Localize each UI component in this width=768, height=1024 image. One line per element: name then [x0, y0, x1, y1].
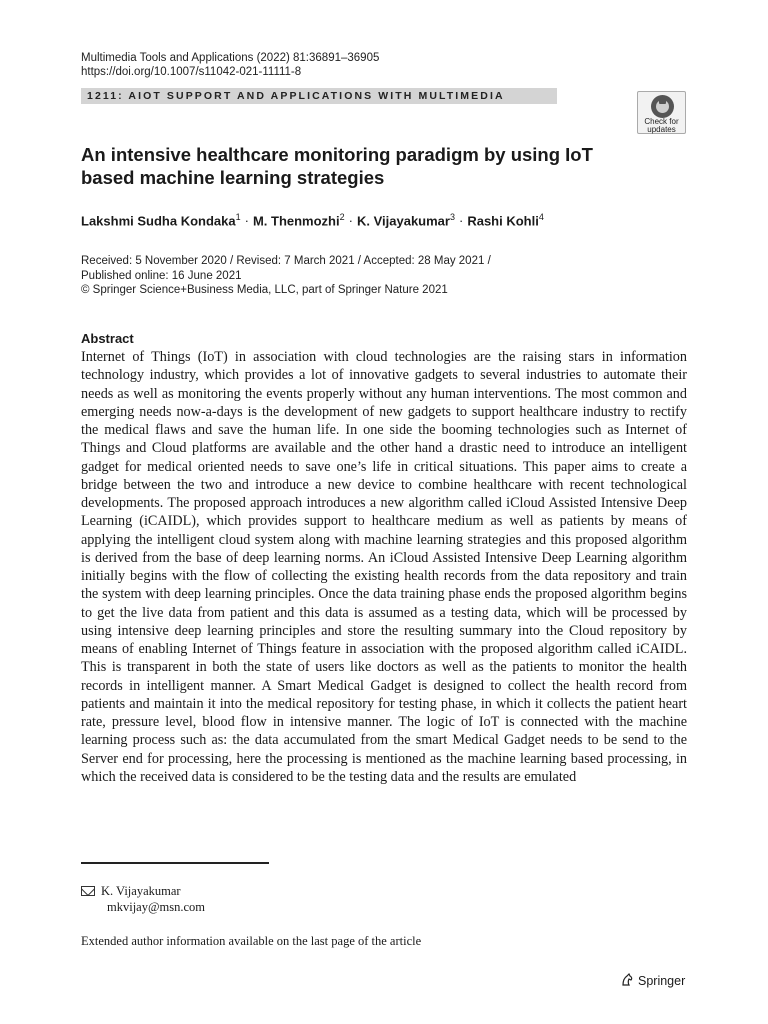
doi-link[interactable]: https://doi.org/10.1007/s11042-021-11111-8: [81, 66, 302, 78]
publisher-logo: [620, 973, 685, 988]
footnote-divider: [81, 862, 269, 864]
check-updates-label: Check for updates: [644, 117, 679, 134]
corresponding-author: K. Vijayakumar: [101, 884, 181, 898]
abstract-heading: Abstract: [81, 331, 134, 346]
author-email[interactable]: mkvijay@msn.com: [107, 900, 205, 914]
envelope-icon: [81, 886, 95, 896]
affiliation-marker: 4: [538, 212, 544, 222]
bookmark-icon: [651, 95, 674, 118]
author-name[interactable]: M. Thenmozhi: [252, 213, 340, 229]
author-list: Lakshmi Sudha Kondaka$^1$ · M. Thenmozhi$^2$ · K. Vijayakumar$^3$ · Rashi Kohli$^4$: [81, 212, 544, 229]
springer-horse-icon: [620, 973, 634, 987]
journal-citation-block: [81, 51, 379, 79]
author-name[interactable]: Rashi Kohli: [467, 213, 539, 229]
affiliation-marker: 3: [449, 212, 455, 222]
abstract-text: Internet of Things (IoT) in association with cloud technologies are the raising stars in information technology industry, which provides a lot of innovative gadgets to several industries to automate their needs as well as monitoring the events properly without any human interventions. The most common and emerging needs now-a-days is the development of new gadgets to support healthcare industry to rectify the medical flaws and save the human life. In one side the booming technologies such as Internet of Things and Cloud platforms are available and the other hand a drastic need to introduce an intelligent gadget for medical oriented needs to save one’s life in critical situations. This paper aims to create a bridge between the two and introduce a new device to combine healthcare with recent technological developments. The proposed approach introduces a new algorithm called iCloud Assisted Intensive Deep Learning (iCAIDL), which provides support to healthcare medium as well as patients by means of applying the intelligent cloud system along with machine learning strategies and this proposed algorithm is derived from the base of deep learning norms. An iCloud Assisted Intensive Deep Learning algorithm initially begins with the flow of collecting the existing health records from the data repository and train the system with deep learning principles. Once the data training phase ends the proposed algorithm begins to get the live data from patient and this data is assumed as a testing data, which will be processed by using intensive deep learning principles and store the resulting summary into the Cloud repository by means of enabling Internet of Things feature in association with the proposed algorithm called iCAIDL. This is transparent in both the state of users like doctors as well as the patients to monitor the health records in intelligent manner. A Smart Medical Gadget is designed to collect the health record from patients and maintain it into the medical repository for testing phase, in which it collects the patient heart rate, pressure level, blood flow in intensive manner. The logic of IoT is connected with the machine learning process such as: the data accumulated from the smart Medical Gadget needs to be send to the Server end for processing, here the processing is mentioned as the machine learning based processing, in which the received data is considered to be the testing data and the results are emulated: [81, 349, 687, 785]
check-for-updates-badge[interactable]: [637, 91, 686, 134]
affiliation-marker: 1: [235, 212, 241, 222]
journal-citation: Multimedia Tools and Applications (2022) 81:36891–36905: [81, 52, 380, 64]
published-online: Published online: 16 June 2021: [81, 269, 242, 282]
affiliation-marker: 2: [339, 212, 345, 222]
publication-dates: [81, 254, 491, 298]
publisher-name: Springer: [638, 974, 686, 988]
author-name[interactable]: Lakshmi Sudha Kondaka: [81, 213, 236, 229]
section-banner: 1211: AIOT SUPPORT AND APPLICATIONS WITH MULTIMEDIA: [81, 88, 557, 104]
extended-author-info: Extended author information available on the last page of the article: [81, 934, 422, 948]
paper-title: An intensive healthcare monitoring paradigm by using IoT based machine learning strategies: [81, 144, 593, 188]
author-name[interactable]: K. Vijayakumar: [356, 213, 450, 229]
dates-line: Received: 5 November 2020 / Revised: 7 March 2021 / Accepted: 28 May 2021 /: [81, 255, 491, 267]
correspondence-block: [81, 883, 205, 915]
copyright-notice: © Springer Science+Business Media, LLC, part of Springer Nature 2021: [81, 284, 448, 296]
